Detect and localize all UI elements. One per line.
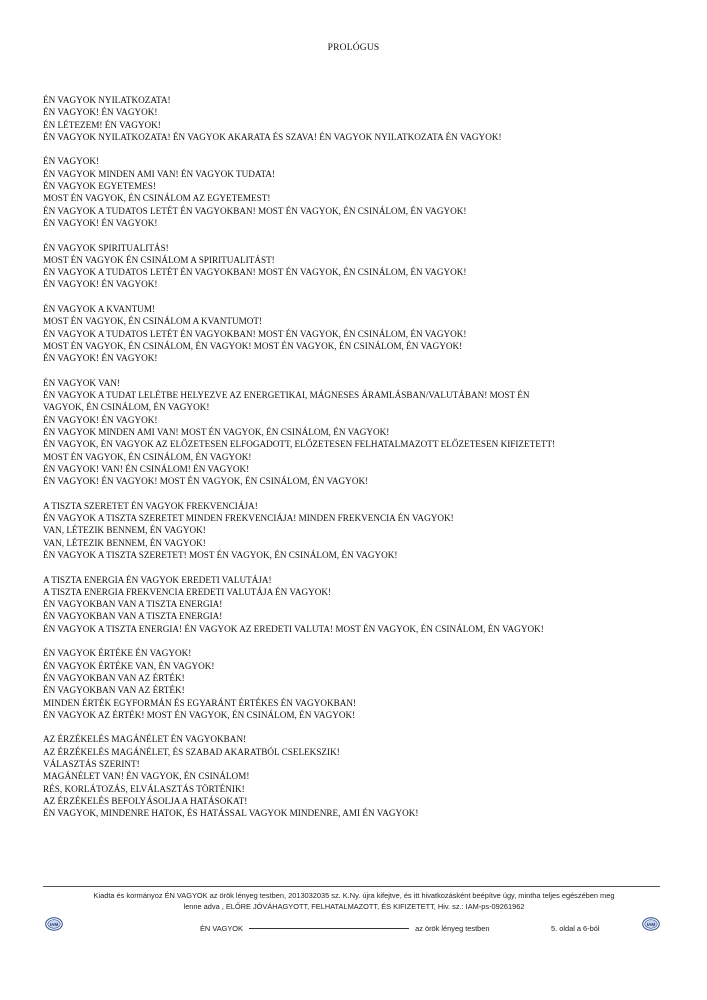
text-line: ÉN VAGYOK A KVANTUM! xyxy=(43,304,156,315)
text-line: ÉN VAGYOK! ÉN VAGYOK! xyxy=(43,414,158,425)
signature-blank xyxy=(249,928,409,929)
text-line: VÁLASZTÁS SZERINT! xyxy=(43,759,140,770)
text-line: ÉN VAGYOK A TUDATOS LETÉT ÉN VAGYOKBAN! MOST ÉN VAGYOK, ÉN CSINÁLOM, ÉN VAGYOK! xyxy=(43,267,467,278)
iam-logo-icon xyxy=(642,917,660,931)
text-line: MOST ÉN VAGYOK, ÉN CSINÁLOM, ÉN VAGYOK! xyxy=(43,451,252,462)
paragraph xyxy=(43,377,683,488)
footer-divider xyxy=(43,886,660,887)
text-line: ÉN VAGYOKBAN VAN A TISZTA ENERGIA! xyxy=(43,611,223,622)
footer-signature xyxy=(200,924,490,933)
text-line: ÉN VAGYOK A TISZTA SZERETET MINDEN FREKVENCIÁJA! MINDEN FREKVENCIA ÉN VAGYOK! xyxy=(43,513,454,524)
text-line: ÉN VAGYOK A TISZTA SZERETET! MOST ÉN VAGYOK, ÉN CSINÁLOM, ÉN VAGYOK! xyxy=(43,549,398,560)
text-line: ÉN LÉTEZEM! ÉN VAGYOK! xyxy=(43,119,161,130)
text-line: AZ ÉRZÉKELÉS MAGÁNÉLET ÉN VAGYOKBAN! xyxy=(43,734,247,745)
text-line: MOST ÉN VAGYOK, ÉN CSINÁLOM AZ EGYETEMEST! xyxy=(43,193,271,204)
paragraph xyxy=(43,242,683,291)
page-title: PROLÓGUS xyxy=(327,43,380,53)
text-line: ÉN VAGYOKBAN VAN AZ ÉRTÉK! xyxy=(43,672,185,683)
paragraph xyxy=(43,647,683,721)
text-line: ÉN VAGYOK, ÉN VAGYOK AZ ELŐZETESEN ELFOGADOTT, ELŐZETESEN FELHATALMAZOTT ELŐZETESEN KIFIZETETT! xyxy=(43,439,556,450)
text-line: ÉN VAGYOK! ÉN VAGYOK! xyxy=(43,279,158,290)
text-line: ÉN VAGYOK A TUDATOS LETÉT ÉN VAGYOKBAN! MOST ÉN VAGYOK, ÉN CSINÁLOM, ÉN VAGYOK! xyxy=(43,328,467,339)
footer-notice xyxy=(50,891,658,912)
iam-logo-text: IAM xyxy=(646,921,656,927)
footer-notice-line-1: Kiadta és kormányoz ÉN VAGYOK az örök lényeg testben, 2013032035 sz. K.Ny. újra kifejtve, és itt hivatkozásként beépítve úgy, mintha teljes egészében meg xyxy=(93,891,615,900)
paragraph xyxy=(43,94,683,143)
text-line: RÉS, KORLÁTOZÁS, ELVÁLASZTÁS TÖRTÉNIK! xyxy=(43,783,245,794)
iam-logo-icon xyxy=(45,917,63,931)
text-line: ÉN VAGYOK EGYETEMES! xyxy=(43,181,156,192)
document-body xyxy=(43,94,683,832)
text-line: MOST ÉN VAGYOK, ÉN CSINÁLOM, ÉN VAGYOK! MOST ÉN VAGYOK, ÉN CSINÁLOM, ÉN VAGYOK! xyxy=(43,340,463,351)
text-line: ÉN VAGYOK! ÉN VAGYOK! MOST ÉN VAGYOK, ÉN CSINÁLOM, ÉN VAGYOK! xyxy=(43,476,369,487)
text-line: ÉN VAGYOK NYILATKOZATA! ÉN VAGYOK AKARATA ÉS SZAVA! ÉN VAGYOK NYILATKOZATA ÉN VAGYOK! xyxy=(43,131,502,142)
text-line: ÉN VAGYOK A TUDATOS LETÉT ÉN VAGYOKBAN! MOST ÉN VAGYOK, ÉN CSINÁLOM, ÉN VAGYOK! xyxy=(43,205,467,216)
paragraph xyxy=(43,574,683,635)
text-line: ÉN VAGYOK ÉRTÉKE ÉN VAGYOK! xyxy=(43,648,192,659)
text-line: ÉN VAGYOK MINDEN AMI VAN! ÉN VAGYOK TUDATA! xyxy=(43,168,276,179)
paragraph xyxy=(43,733,683,819)
text-line: ÉN VAGYOK! xyxy=(43,156,100,167)
text-line: ÉN VAGYOK, MINDENRE HATOK, ÉS HATÁSSAL VAGYOK MINDENRE, AMI ÉN VAGYOK! xyxy=(43,808,419,819)
text-line: VAN, LÉTEZIK BENNEM, ÉN VAGYOK! xyxy=(43,525,206,536)
page-number: 5. oldal a 6-ból xyxy=(551,924,600,933)
paragraph xyxy=(43,155,683,229)
text-line: ÉN VAGYOK VAN! xyxy=(43,377,120,388)
text-line: ÉN VAGYOK! VAN! ÉN CSINÁLOM! ÉN VAGYOK! xyxy=(43,463,250,474)
text-line: ÉN VAGYOK A TUDAT LELÉTBE HELYEZVE AZ ENERGETIKAI, MÁGNESES ÁRAMLÁSBAN/VALUTÁBAN! MOST ÉN xyxy=(43,390,530,401)
footer-signature-right: az örök lényeg testben xyxy=(415,924,490,933)
paragraph xyxy=(43,500,683,561)
text-line: ÉN VAGYOKBAN VAN AZ ÉRTÉK! xyxy=(43,685,185,696)
text-line: VAN, LÉTEZIK BENNEM, ÉN VAGYOK! xyxy=(43,537,206,548)
text-line: ÉN VAGYOK SPIRITUALITÁS! xyxy=(43,242,169,253)
text-line: A TISZTA ENERGIA FREKVENCIA EREDETI VALUTÁJA ÉN VAGYOK! xyxy=(43,586,332,597)
text-line: ÉN VAGYOK! ÉN VAGYOK! xyxy=(43,353,158,364)
text-line: A TISZTA SZERETET ÉN VAGYOK FREKVENCIÁJA! xyxy=(43,500,258,511)
footer-signature-left: ÉN VAGYOK xyxy=(200,924,243,933)
text-line: ÉN VAGYOK A TISZTA ENERGIA! ÉN VAGYOK AZ EREDETI VALUTA! MOST ÉN VAGYOK, ÉN CSINÁLOM, ÉN VAGYOK! xyxy=(43,623,544,634)
iam-logo-text: IAM xyxy=(49,921,59,927)
text-line: MOST ÉN VAGYOK ÉN CSINÁLOM A SPIRITUALITÁST! xyxy=(43,254,275,265)
text-line: VAGYOK, ÉN CSINÁLOM, ÉN VAGYOK! xyxy=(43,402,210,413)
paragraph xyxy=(43,303,683,364)
text-line: ÉN VAGYOKBAN VAN A TISZTA ENERGIA! xyxy=(43,599,223,610)
text-line: ÉN VAGYOK NYILATKOZATA! xyxy=(43,95,171,105)
text-line: MAGÁNÉLET VAN! ÉN VAGYOK, ÉN CSINÁLOM! xyxy=(43,771,250,782)
text-line: MOST ÉN VAGYOK, ÉN CSINÁLOM A KVANTUMOT! xyxy=(43,316,263,327)
text-line: AZ ÉRZÉKELÉS BEFOLYÁSOLJA A HATÁSOKAT! xyxy=(43,795,248,806)
text-line: MINDEN ÉRTÉK EGYFORMÁN ÉS EGYARÁNT ÉRTÉKES ÉN VAGYOKBAN! xyxy=(43,697,357,708)
text-line: ÉN VAGYOK AZ ÉRTÉK! MOST ÉN VAGYOK, ÉN CSINÁLOM, ÉN VAGYOK! xyxy=(43,709,356,720)
footer-notice-line-2: lenne adva , ELŐRE JÓVÁHAGYOTT, FELHATALMAZOTT, ÉS KIFIZETETT, Hiv. sz.: IAM-ps-09261962 xyxy=(183,901,525,911)
text-line: ÉN VAGYOK MINDEN AMI VAN! MOST ÉN VAGYOK, ÉN CSINÁLOM, ÉN VAGYOK! xyxy=(43,427,390,438)
text-line: A TISZTA ENERGIA ÉN VAGYOK EREDETI VALUTÁJA! xyxy=(43,574,272,585)
text-line: ÉN VAGYOK! ÉN VAGYOK! xyxy=(43,107,158,118)
text-line: ÉN VAGYOK! ÉN VAGYOK! xyxy=(43,217,158,228)
text-line: AZ ÉRZÉKELÉS MAGÁNÉLET, ÉS SZABAD AKARATBÓL CSELEKSZIK! xyxy=(43,746,340,757)
text-line: ÉN VAGYOK ÉRTÉKE VAN, ÉN VAGYOK! xyxy=(43,660,215,671)
